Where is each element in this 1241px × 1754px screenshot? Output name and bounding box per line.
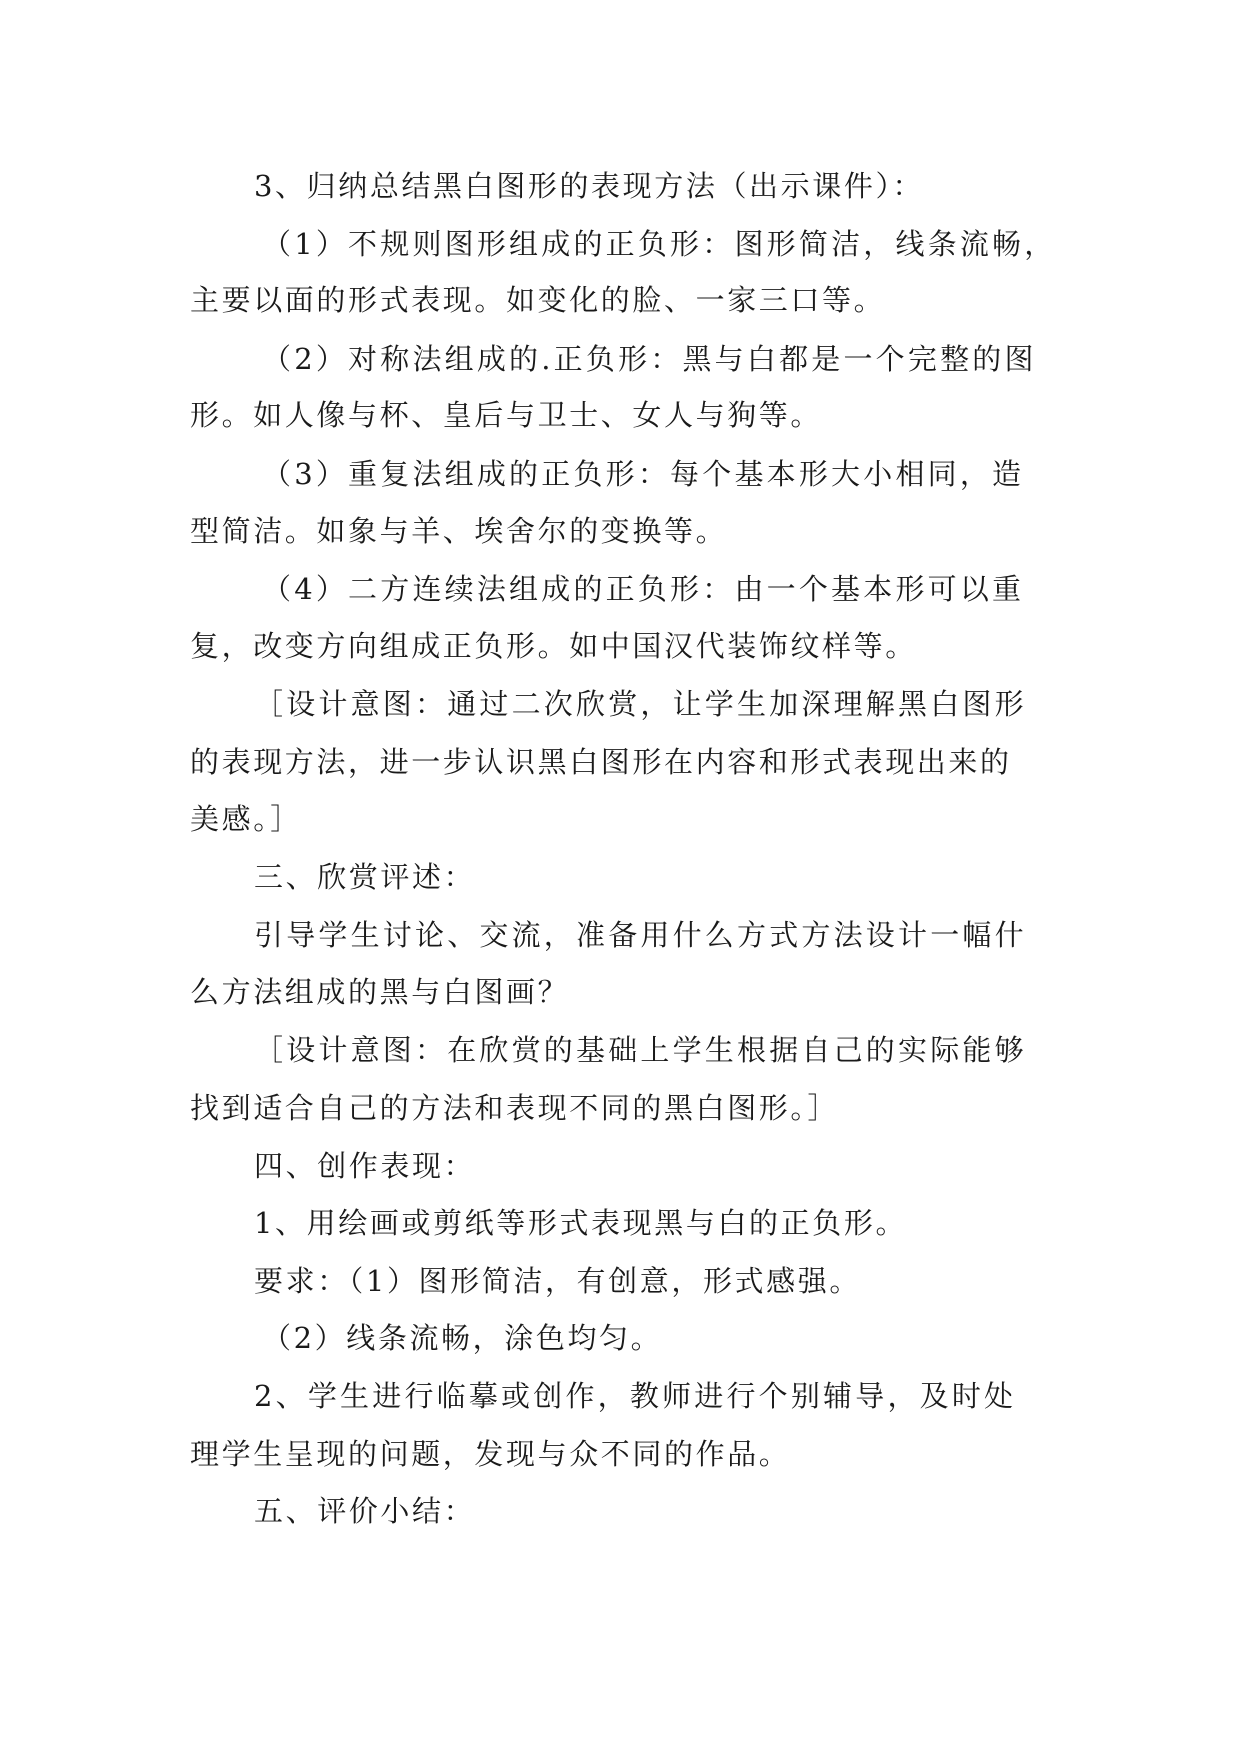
section-heading: 四、创作表现： xyxy=(254,1149,476,1183)
paragraph-line: ［设计意图：通过二次欣赏，让学生加深理解黑白图形 xyxy=(254,687,1027,721)
paragraph-line: 找到适合自己的方法和表现不同的黑白图形。］ xyxy=(190,1091,840,1125)
paragraph-line: 主要以面的形式表现。如变化的脸、一家三口等。 xyxy=(190,283,886,317)
paragraph-line: 2、学生进行临摹或创作，教师进行个别辅导，及时处 xyxy=(254,1379,1017,1413)
paragraph-line: 1、用绘画或剪纸等形式表现黑与白的正负形。 xyxy=(254,1206,908,1240)
section-heading: 五、评价小结： xyxy=(254,1494,476,1528)
paragraph-line: 形。如人像与杯、皇后与卫士、女人与狗等。 xyxy=(190,398,823,432)
paragraph-line: 的表现方法，进一步认识黑白图形在内容和形式表现出来的 xyxy=(190,745,1012,779)
section-heading: 三、欣赏评述： xyxy=(254,860,476,894)
paragraph-line: 3、归纳总结黑白图形的表现方法（出示课件）： xyxy=(254,169,925,203)
paragraph-line: （4）二方连续法组成的正负形：由一个基本形可以重 xyxy=(262,572,1025,606)
paragraph-line: 复，改变方向组成正负形。如中国汉代装饰纹样等。 xyxy=(190,629,917,663)
paragraph-line: （1）不规则图形组成的正负形：图形简洁，线条流畅， xyxy=(262,227,1057,261)
paragraph-line: 理学生呈现的问题，发现与众不同的作品。 xyxy=(190,1437,791,1471)
paragraph-line: （2）对称法组成的.正负形：黑与白都是一个完整的图 xyxy=(262,342,1037,376)
paragraph-line: 型简洁。如象与羊、埃舍尔的变换等。 xyxy=(190,514,728,548)
paragraph-line: （3）重复法组成的正负形：每个基本形大小相同，造 xyxy=(262,457,1025,491)
paragraph-line: 么方法组成的黑与白图画？ xyxy=(190,975,570,1009)
paragraph-line: 美感。］ xyxy=(190,802,302,836)
paragraph-line: 引导学生讨论、交流，准备用什么方式方法设计一幅什 xyxy=(254,918,1027,952)
paragraph-line: （2）线条流畅，涂色均匀。 xyxy=(262,1321,663,1355)
paragraph-line: 要求：（1）图形简洁，有创意，形式感强。 xyxy=(254,1264,861,1298)
paragraph-line: ［设计意图：在欣赏的基础上学生根据自己的实际能够 xyxy=(254,1033,1027,1067)
